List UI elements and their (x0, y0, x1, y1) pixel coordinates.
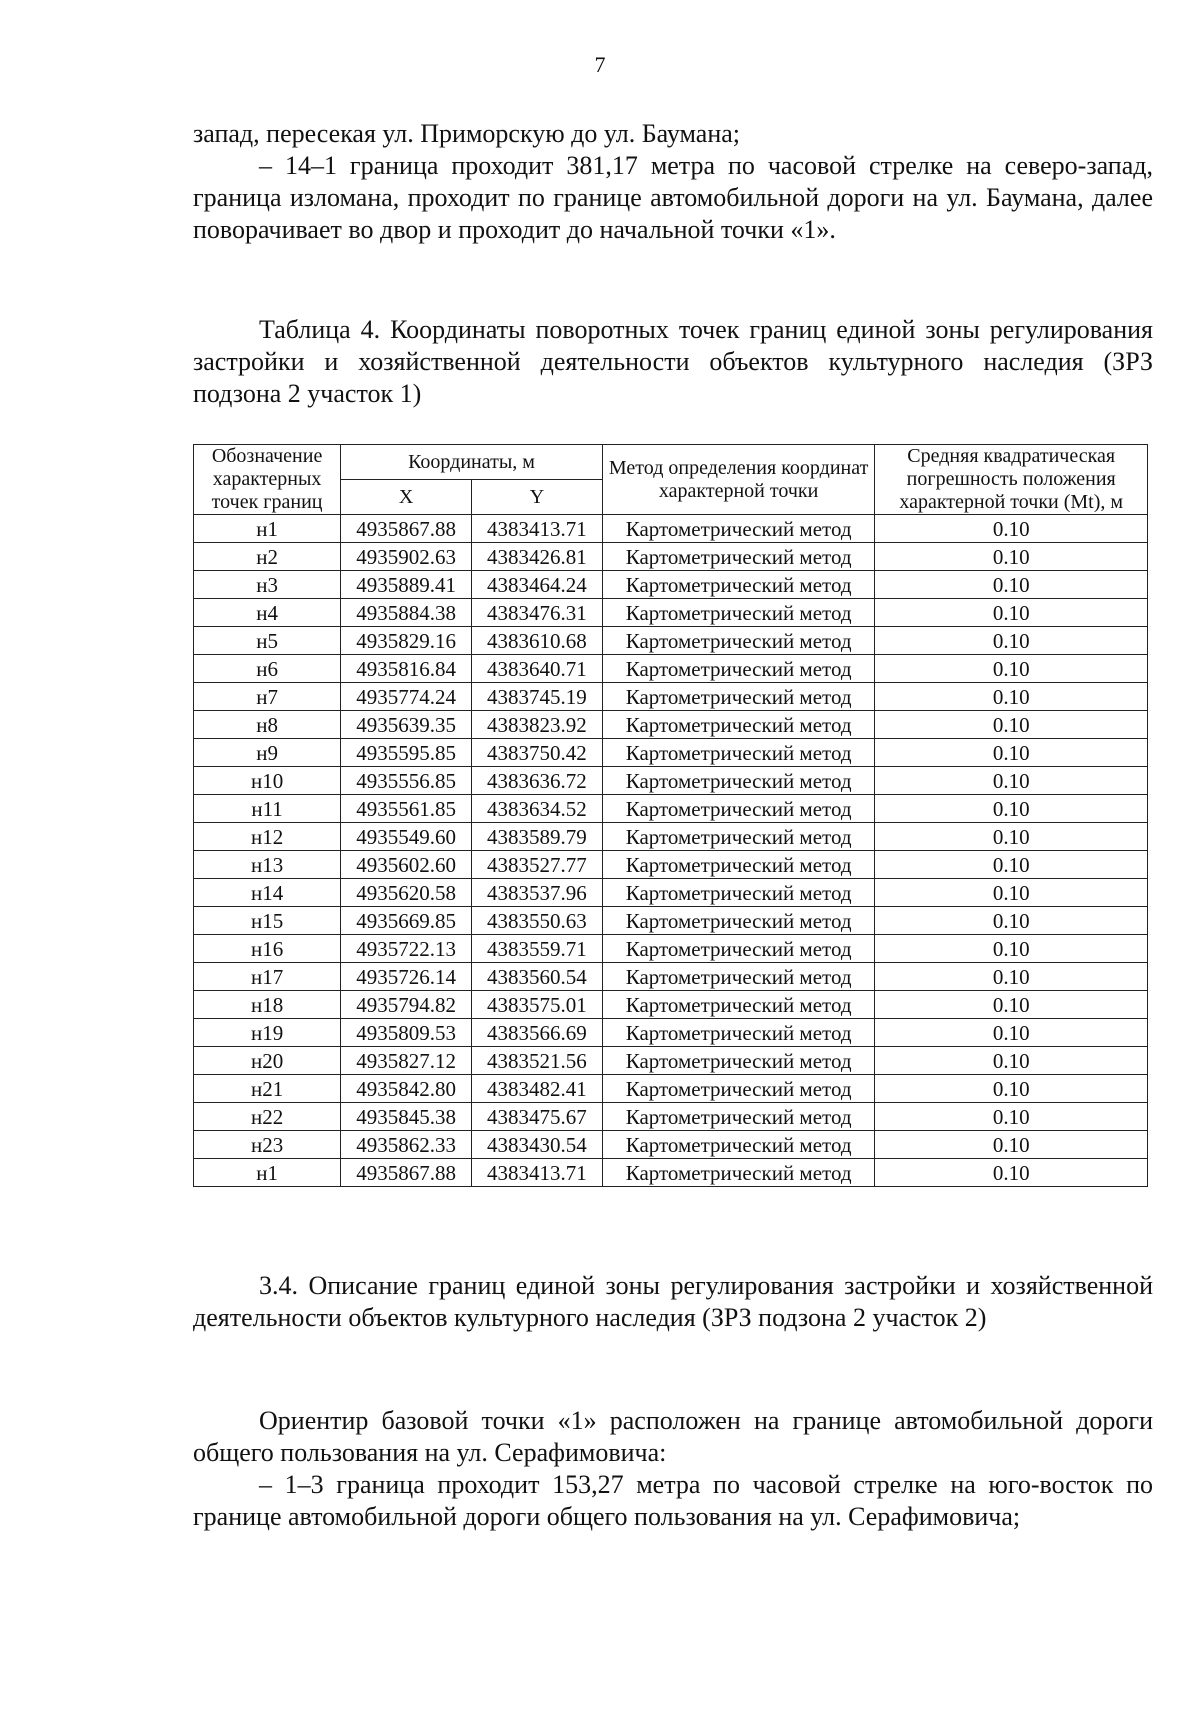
cell-y: 4383634.52 (472, 795, 603, 823)
cell-error: 0.10 (875, 907, 1148, 935)
cell-point: н8 (194, 711, 341, 739)
cell-y: 4383482.41 (472, 1075, 603, 1103)
cell-y: 4383575.01 (472, 991, 603, 1019)
cell-error: 0.10 (875, 739, 1148, 767)
cell-x: 4935669.85 (341, 907, 472, 935)
cell-point: н13 (194, 851, 341, 879)
cell-method: Картометрический метод (602, 571, 875, 599)
cell-point: н19 (194, 1019, 341, 1047)
table-header-row (194, 445, 1148, 480)
cell-x: 4935639.35 (341, 711, 472, 739)
table-row (194, 683, 1148, 711)
intro-paragraph: – 14–1 граница проходит 381,17 метра по часовой стрелке на северо-запад, граница изломана, проходит по границе автомобильной дороги на ул. Баумана, далее поворачивает во двор и проходит до начальной точки «1». (193, 151, 1153, 244)
header-method: Метод определения координат характерной точки (602, 445, 875, 515)
section-paragraph-1: Ориентир базовой точки «1» расположен на границе автомобильной дороги общего пользования на ул. Серафимовича: (193, 1406, 1153, 1467)
cell-method: Картометрический метод (602, 1131, 875, 1159)
cell-method: Картометрический метод (602, 879, 875, 907)
cell-y: 4383464.24 (472, 571, 603, 599)
cell-point: н3 (194, 571, 341, 599)
cell-point: н9 (194, 739, 341, 767)
cell-x: 4935845.38 (341, 1103, 472, 1131)
cell-method: Картометрический метод (602, 935, 875, 963)
cell-x: 4935809.53 (341, 1019, 472, 1047)
cell-method: Картометрический метод (602, 1075, 875, 1103)
cell-x: 4935549.60 (341, 823, 472, 851)
cell-point: н1 (194, 1159, 341, 1187)
cell-x: 4935827.12 (341, 1047, 472, 1075)
cell-x: 4935829.16 (341, 627, 472, 655)
cell-error: 0.10 (875, 1075, 1148, 1103)
cell-point: н18 (194, 991, 341, 1019)
cell-y: 4383550.63 (472, 907, 603, 935)
cell-point: н16 (194, 935, 341, 963)
cell-error: 0.10 (875, 963, 1148, 991)
table-row (194, 1019, 1148, 1047)
cell-method: Картометрический метод (602, 543, 875, 571)
cell-error: 0.10 (875, 1047, 1148, 1075)
cell-error: 0.10 (875, 1159, 1148, 1187)
cell-point: н15 (194, 907, 341, 935)
cell-method: Картометрический метод (602, 907, 875, 935)
cell-y: 4383640.71 (472, 655, 603, 683)
cell-y: 4383636.72 (472, 767, 603, 795)
cell-x: 4935889.41 (341, 571, 472, 599)
cell-point: н21 (194, 1075, 341, 1103)
cell-x: 4935816.84 (341, 655, 472, 683)
cell-x: 4935774.24 (341, 683, 472, 711)
cell-error: 0.10 (875, 935, 1148, 963)
cell-error: 0.10 (875, 1019, 1148, 1047)
cell-error: 0.10 (875, 851, 1148, 879)
cell-method: Картометрический метод (602, 711, 875, 739)
cell-error: 0.10 (875, 543, 1148, 571)
table-row (194, 655, 1148, 683)
table-row (194, 515, 1148, 543)
cell-error: 0.10 (875, 599, 1148, 627)
cell-point: н12 (194, 823, 341, 851)
cell-method: Картометрический метод (602, 963, 875, 991)
table-row (194, 851, 1148, 879)
cell-y: 4383430.54 (472, 1131, 603, 1159)
cell-point: н4 (194, 599, 341, 627)
cell-method: Картометрический метод (602, 851, 875, 879)
cell-y: 4383413.71 (472, 1159, 603, 1187)
cell-x: 4935595.85 (341, 739, 472, 767)
cell-error: 0.10 (875, 795, 1148, 823)
cell-method: Картометрический метод (602, 795, 875, 823)
cell-error: 0.10 (875, 1131, 1148, 1159)
cell-method: Картометрический метод (602, 627, 875, 655)
cell-error: 0.10 (875, 655, 1148, 683)
cell-method: Картометрический метод (602, 1047, 875, 1075)
header-point: Обозначение характерных точек границ (194, 445, 341, 515)
cell-method: Картометрический метод (602, 823, 875, 851)
table-row (194, 963, 1148, 991)
cell-x: 4935867.88 (341, 515, 472, 543)
table-row (194, 711, 1148, 739)
table-row (194, 823, 1148, 851)
cell-x: 4935862.33 (341, 1131, 472, 1159)
cell-point: н1 (194, 515, 341, 543)
cell-x: 4935556.85 (341, 767, 472, 795)
cell-error: 0.10 (875, 767, 1148, 795)
cell-x: 4935867.88 (341, 1159, 472, 1187)
table-body (194, 515, 1148, 1187)
table-row (194, 627, 1148, 655)
header-error: Средняя квадратическая погрешность положения характерной точки (Mt), м (875, 445, 1148, 515)
section-body (193, 1405, 1153, 1533)
table-row (194, 1159, 1148, 1187)
cell-x: 4935602.60 (341, 851, 472, 879)
cell-y: 4383823.92 (472, 711, 603, 739)
cell-point: н17 (194, 963, 341, 991)
table-row (194, 571, 1148, 599)
cell-y: 4383476.31 (472, 599, 603, 627)
cell-y: 4383527.77 (472, 851, 603, 879)
cell-point: н20 (194, 1047, 341, 1075)
table-row (194, 879, 1148, 907)
intro-text (193, 118, 1153, 246)
table-row (194, 1047, 1148, 1075)
cell-point: н6 (194, 655, 341, 683)
cell-y: 4383537.96 (472, 879, 603, 907)
cell-method: Картометрический метод (602, 515, 875, 543)
cell-error: 0.10 (875, 627, 1148, 655)
cell-x: 4935794.82 (341, 991, 472, 1019)
table-caption (193, 314, 1153, 410)
cell-method: Картометрический метод (602, 767, 875, 795)
cell-error: 0.10 (875, 823, 1148, 851)
cell-point: н7 (194, 683, 341, 711)
cell-y: 4383745.19 (472, 683, 603, 711)
table-row (194, 543, 1148, 571)
section-heading (193, 1270, 1153, 1334)
cell-error: 0.10 (875, 515, 1148, 543)
table-row (194, 767, 1148, 795)
cell-method: Картометрический метод (602, 1019, 875, 1047)
cell-method: Картометрический метод (602, 1159, 875, 1187)
cell-point: н23 (194, 1131, 341, 1159)
table-row (194, 935, 1148, 963)
cell-x: 4935842.80 (341, 1075, 472, 1103)
table-row (194, 907, 1148, 935)
table-caption-text: Таблица 4. Координаты поворотных точек границ единой зоны регулирования застройки и хозяйственной деятельности объектов культурного наследия (ЗРЗ подзона 2 участок 1) (193, 315, 1153, 408)
cell-y: 4383521.56 (472, 1047, 603, 1075)
header-x: X (341, 480, 472, 515)
cell-method: Картометрический метод (602, 599, 875, 627)
cell-point: н2 (194, 543, 341, 571)
page-number: 7 (594, 52, 606, 77)
section-paragraph-2: – 1–3 граница проходит 153,27 метра по часовой стрелке на юго-восток по границе автомобильной дороги общего пользования на ул. Серафимовича; (193, 1470, 1153, 1531)
cell-y: 4383475.67 (472, 1103, 603, 1131)
cell-y: 4383559.71 (472, 935, 603, 963)
cell-x: 4935884.38 (341, 599, 472, 627)
table-row (194, 1103, 1148, 1131)
cell-x: 4935561.85 (341, 795, 472, 823)
cell-error: 0.10 (875, 571, 1148, 599)
cell-y: 4383413.71 (472, 515, 603, 543)
cell-point: н14 (194, 879, 341, 907)
cell-error: 0.10 (875, 711, 1148, 739)
table-row (194, 739, 1148, 767)
cell-y: 4383589.79 (472, 823, 603, 851)
header-y: Y (472, 480, 603, 515)
cell-x: 4935902.63 (341, 543, 472, 571)
cell-method: Картометрический метод (602, 655, 875, 683)
table-row (194, 1075, 1148, 1103)
cell-x: 4935620.58 (341, 879, 472, 907)
section-heading-text: 3.4. Описание границ единой зоны регулирования застройки и хозяйственной деятельности объектов культурного наследия (ЗРЗ подзона 2 участок 2) (193, 1271, 1153, 1332)
cell-y: 4383750.42 (472, 739, 603, 767)
cell-point: н11 (194, 795, 341, 823)
cell-point: н22 (194, 1103, 341, 1131)
table-row (194, 599, 1148, 627)
table-row (194, 991, 1148, 1019)
cell-method: Картометрический метод (602, 991, 875, 1019)
cell-error: 0.10 (875, 683, 1148, 711)
cell-point: н5 (194, 627, 341, 655)
intro-line: запад, пересекая ул. Приморскую до ул. Баумана; (193, 119, 740, 148)
header-coordinates: Координаты, м (341, 445, 603, 480)
coordinates-table (193, 444, 1148, 1187)
table-row (194, 795, 1148, 823)
cell-y: 4383560.54 (472, 963, 603, 991)
cell-y: 4383426.81 (472, 543, 603, 571)
cell-error: 0.10 (875, 991, 1148, 1019)
cell-y: 4383610.68 (472, 627, 603, 655)
cell-error: 0.10 (875, 1103, 1148, 1131)
cell-y: 4383566.69 (472, 1019, 603, 1047)
cell-method: Картометрический метод (602, 1103, 875, 1131)
table-row (194, 1131, 1148, 1159)
cell-method: Картометрический метод (602, 683, 875, 711)
cell-error: 0.10 (875, 879, 1148, 907)
cell-x: 4935726.14 (341, 963, 472, 991)
cell-x: 4935722.13 (341, 935, 472, 963)
cell-point: н10 (194, 767, 341, 795)
cell-method: Картометрический метод (602, 739, 875, 767)
